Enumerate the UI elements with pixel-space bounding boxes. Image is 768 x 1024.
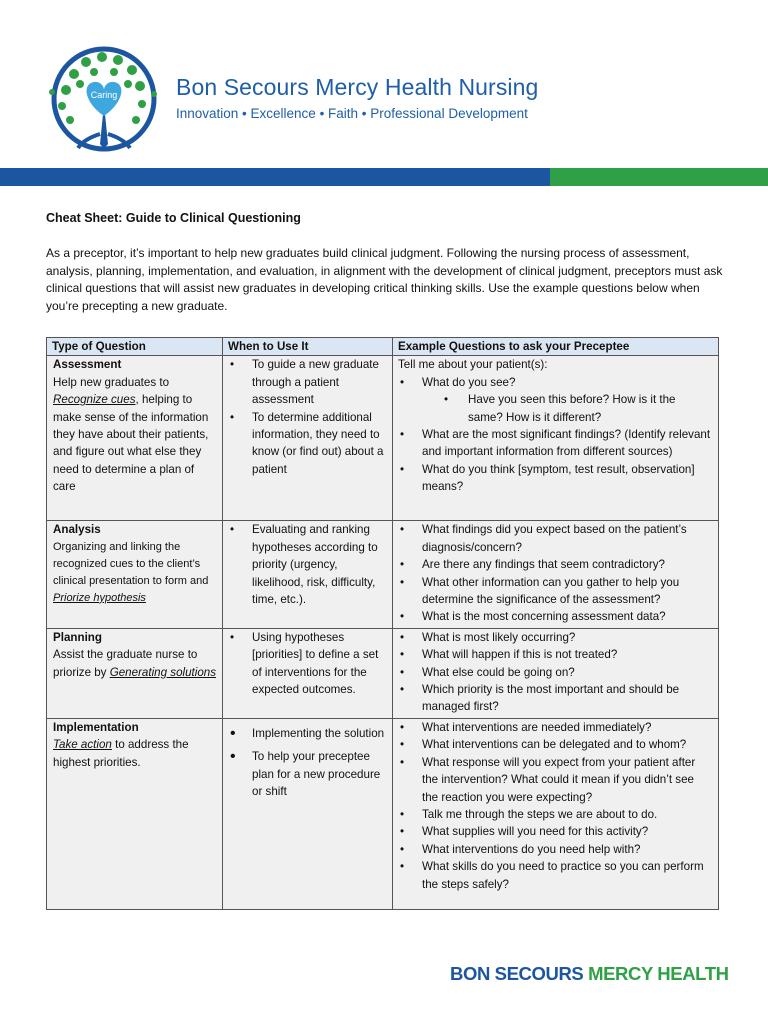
key-term: Generating solutions	[109, 665, 217, 679]
list-item: • What do you see?	[398, 374, 713, 391]
list-item: • What skills do you need to practice so you can perform the steps safely?	[398, 858, 713, 893]
when-cell	[223, 718, 393, 909]
examples-cell	[393, 718, 719, 909]
examples-cell	[393, 521, 719, 628]
list-item: • What interventions are needed immediately?	[398, 719, 713, 736]
header-band-green	[550, 168, 768, 186]
list-item: • What other information can you gather to help you determine the significance of the assessment?	[398, 574, 713, 609]
type-title: Implementation	[53, 720, 139, 734]
list-item: • What supplies will you need for this activity?	[398, 823, 713, 840]
list-item: • Using hypotheses [priorities] to define a set of interventions for the expected outcomes.	[228, 629, 387, 699]
org-name: Bon Secours Mercy Health Nursing	[176, 74, 539, 100]
list-item: • What findings did you expect based on the patient’s diagnosis/concern?	[398, 521, 713, 556]
logo-text: Caring	[90, 90, 118, 100]
list-item: • Have you seen this before? How is it the same? How is it different?	[398, 391, 713, 426]
list-item: • To determine additional information, they need to know (or find out) about a patient	[228, 409, 387, 479]
list-item: • Evaluating and ranking hypotheses according to priority (urgency, likelihood, risk, difficulty, time, etc.).	[228, 521, 387, 608]
type-description: Organizing and linking the recognized cues to the client’s clinical presentation to form and Priorize hypothesis	[53, 540, 209, 604]
list-item: • What are the most significant findings? (Identify relevant and important information from different sources)	[398, 426, 713, 461]
when-cell	[223, 521, 393, 628]
column-header: Type of Question	[47, 338, 223, 356]
tagline: Innovation • Excellence • Faith • Professional Development	[176, 106, 528, 121]
list-item: • What interventions do you need help with?	[398, 841, 713, 858]
table-row	[47, 718, 719, 909]
examples-cell	[393, 356, 719, 521]
type-cell	[47, 356, 223, 521]
table-row	[47, 628, 719, 718]
list-item: • What response will you expect from your patient after the intervention? What could it mean if you didn’t see the reaction you were expecting?	[398, 754, 713, 806]
type-title: Planning	[53, 630, 102, 644]
header-band-blue	[0, 168, 550, 186]
list-item: • Which priority is the most important and should be managed first?	[398, 681, 713, 716]
examples-cell	[393, 628, 719, 718]
list-item: • To help your preceptee plan for a new procedure or shift	[228, 748, 387, 800]
list-item: • What do you think [symptom, test result, observation] means?	[398, 461, 713, 496]
type-description: Assist the graduate nurse to priorize by Generating solutions	[53, 648, 217, 679]
type-cell	[47, 521, 223, 628]
list-item: • Implementing the solution	[228, 725, 387, 742]
list-item: • Talk me through the steps we are about to do.	[398, 806, 713, 823]
brand-green: MERCY HEALTH	[588, 963, 729, 984]
list-item: • What is most likely occurring?	[398, 629, 713, 646]
type-cell	[47, 718, 223, 909]
table-row	[47, 521, 719, 628]
list-item: • What interventions can be delegated and to whom?	[398, 736, 713, 753]
letterhead	[0, 0, 768, 168]
list-item: • What else could be going on?	[398, 664, 713, 681]
tree-heart-logo-icon	[44, 44, 164, 164]
when-cell	[223, 628, 393, 718]
key-term: Recognize cues	[53, 393, 136, 407]
intro-paragraph: As a preceptor, it’s important to help new graduates build clinical judgment. Following the nursing process of assessment, analysis, planning, implementation, and evaluation, in alignment with the development of clinical judgment, preceptors must ask clinical questions that will assist new graduates in developing critical thinking skills. Use the example questions below when you’re precepting a new graduate.	[46, 246, 723, 313]
key-term: Take action	[53, 738, 112, 752]
table-header-row	[47, 338, 719, 356]
questioning-table	[46, 337, 719, 910]
list-item: • To guide a new graduate through a patient assessment	[228, 356, 387, 408]
type-title: Assessment	[53, 358, 122, 372]
key-term: Priorize hypothesis	[53, 591, 146, 604]
examples-lead: Tell me about your patient(s):	[398, 358, 548, 372]
brand-blue: BON SECOURS	[450, 963, 584, 984]
type-description: Help new graduates to Recognize cues, helping to make sense of the information they have about their patients, and figure out what else they need to determine a plan of care	[53, 375, 209, 494]
type-cell	[47, 628, 223, 718]
type-description: Take action to address the highest priorities.	[53, 738, 189, 769]
list-item: • What is the most concerning assessment data?	[398, 608, 713, 625]
footer-brand-wordmark	[450, 963, 729, 985]
column-header: Example Questions to ask your Preceptee	[393, 338, 719, 356]
list-item: • What will happen if this is not treated?	[398, 646, 713, 663]
page-title: Cheat Sheet: Guide to Clinical Questioning	[46, 211, 301, 225]
column-header: When to Use It	[223, 338, 393, 356]
when-cell	[223, 356, 393, 521]
list-item: • Are there any findings that seem contradictory?	[398, 556, 713, 573]
table-row	[47, 356, 719, 521]
type-title: Analysis	[53, 523, 101, 537]
